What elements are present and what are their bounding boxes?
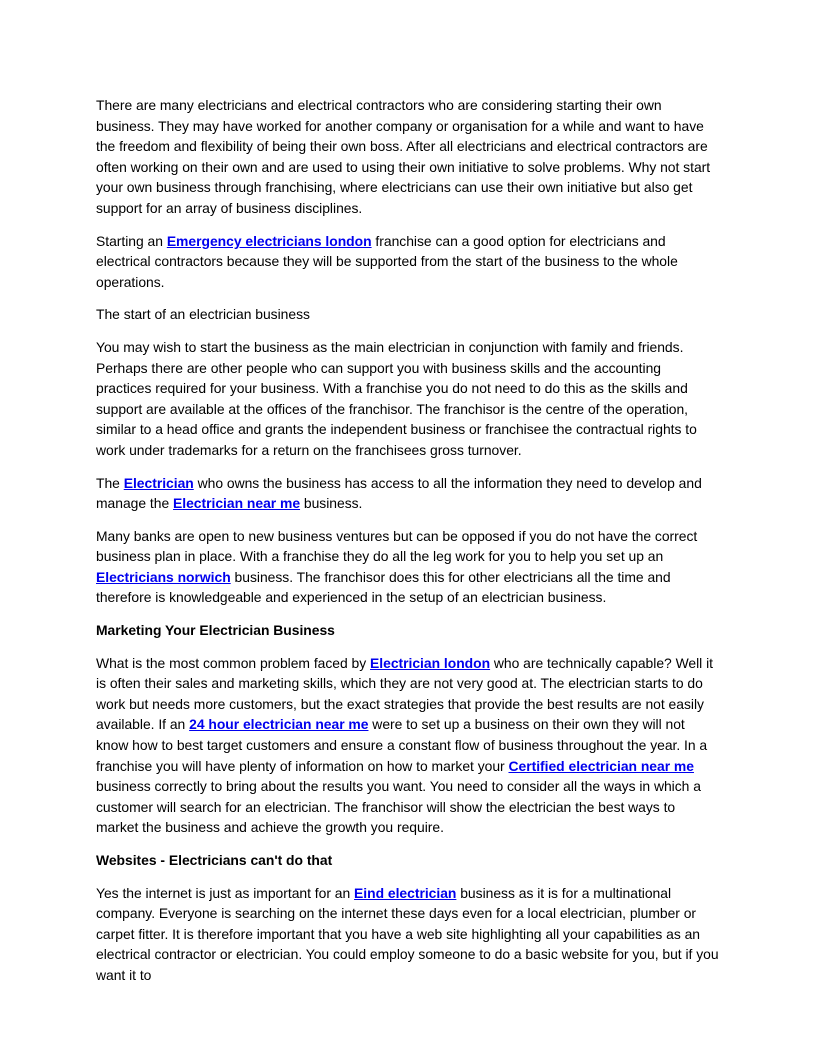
text-segment: who are technically capable? Well it is often their sales and marketing skills, which they are not very good at. The electrician starts to do work but needs more customers, but the exact strategies that provide the best results are not easily available. If an	[96, 654, 713, 733]
link-electrician[interactable]: Electrician	[123, 474, 194, 491]
link-emergency-electricians-london[interactable]: Emergency electricians london	[166, 232, 372, 249]
link-electrician-near-me[interactable]: Electrician near me	[173, 495, 301, 512]
paragraph-electrician-owner	[96, 473, 720, 514]
paragraph-start-heading: The start of an electrician business	[96, 306, 310, 323]
text-segment: Starting an	[96, 232, 167, 249]
paragraph-intro: There are many electricians and electrical contractors who are considering starting their own business. They may have worked for another company or organisation for a while and want to have the freedom and flexibility of being their own boss. After all electricians and electrical contractors are often working on their own and are used to using their own initiative to solve problems. Why not start your own business through franchising, where electricians can use their own initiative but also get support for an array of business disciplines.	[96, 97, 711, 216]
text-segment: The	[96, 474, 124, 491]
paragraph-websites	[96, 883, 720, 986]
text-segment: business. The franchisor does this for other electricians all the time and therefore is knowledgeable and experienced in the setup of an electrician business.	[96, 568, 671, 606]
link-certified-electrician-near-me[interactable]: Certified electrician near me	[508, 757, 694, 774]
text-segment: business as it is for a multinational company. Everyone is searching on the internet these days even for a local electrician, plumber or carpet fitter. It is therefore important that you have a web site highlighting all your capabilities as an electrical contractor or electrician. You could employ someone to do a basic website for you, but if you want it to	[96, 884, 719, 983]
paragraph-franchise-support: You may wish to start the business as the main electrician in conjunction with family and friends. Perhaps there are other people who can support you with business skills and the accounting practices required for your business. With a franchise you do not need to do this as the skills and support are available at the offices of the franchisor. The franchisor is the centre of the operation, similar to a head office and grants the independent business or franchisee the contractual rights to work under trademarks for a return on the franchisees gross turnover.	[96, 338, 697, 458]
text-segment: What is the most common problem faced by	[96, 654, 371, 671]
heading-marketing: Marketing Your Electrician Business	[96, 622, 335, 639]
text-segment: Yes the internet is just as important for an	[96, 884, 355, 901]
link-eind-electrician[interactable]: Eind electrician	[354, 884, 457, 901]
link-24-hour-electrician-near-me[interactable]: 24 hour electrician near me	[189, 716, 369, 733]
text-segment: Many banks are open to new business ventures but can be opposed if you do not have the correct business plan in place. With a franchise they do all the leg work for you to help you set up an	[96, 527, 698, 565]
paragraph-emergency	[96, 231, 720, 293]
text-segment: were to set up a business on their own they will not know how to best target customers and ensure a constant flow of business throughout the year. In a franchise you will have plenty of information on how to market your	[96, 716, 708, 774]
text-segment: business.	[300, 495, 363, 512]
link-electrician-london[interactable]: Electrician london	[370, 654, 491, 671]
heading-websites: Websites - Electricians can't do that	[96, 852, 333, 868]
text-segment: business correctly to bring about the results you want. You need to consider all the ways in which a customer will search for an electrician. The franchisor will show the electrician the best ways to market the business and achieve the growth you require.	[96, 778, 701, 836]
text-segment: franchise can a good option for electricians and electrical contractors because they will be supported from the start of the business to the whole operations.	[96, 232, 678, 290]
paragraph-marketing	[96, 653, 720, 838]
paragraph-banks	[96, 526, 720, 608]
link-electricians-norwich[interactable]: Electricians norwich	[96, 568, 231, 585]
text-segment: who owns the business has access to all the information they need to develop and manage the	[96, 474, 702, 512]
